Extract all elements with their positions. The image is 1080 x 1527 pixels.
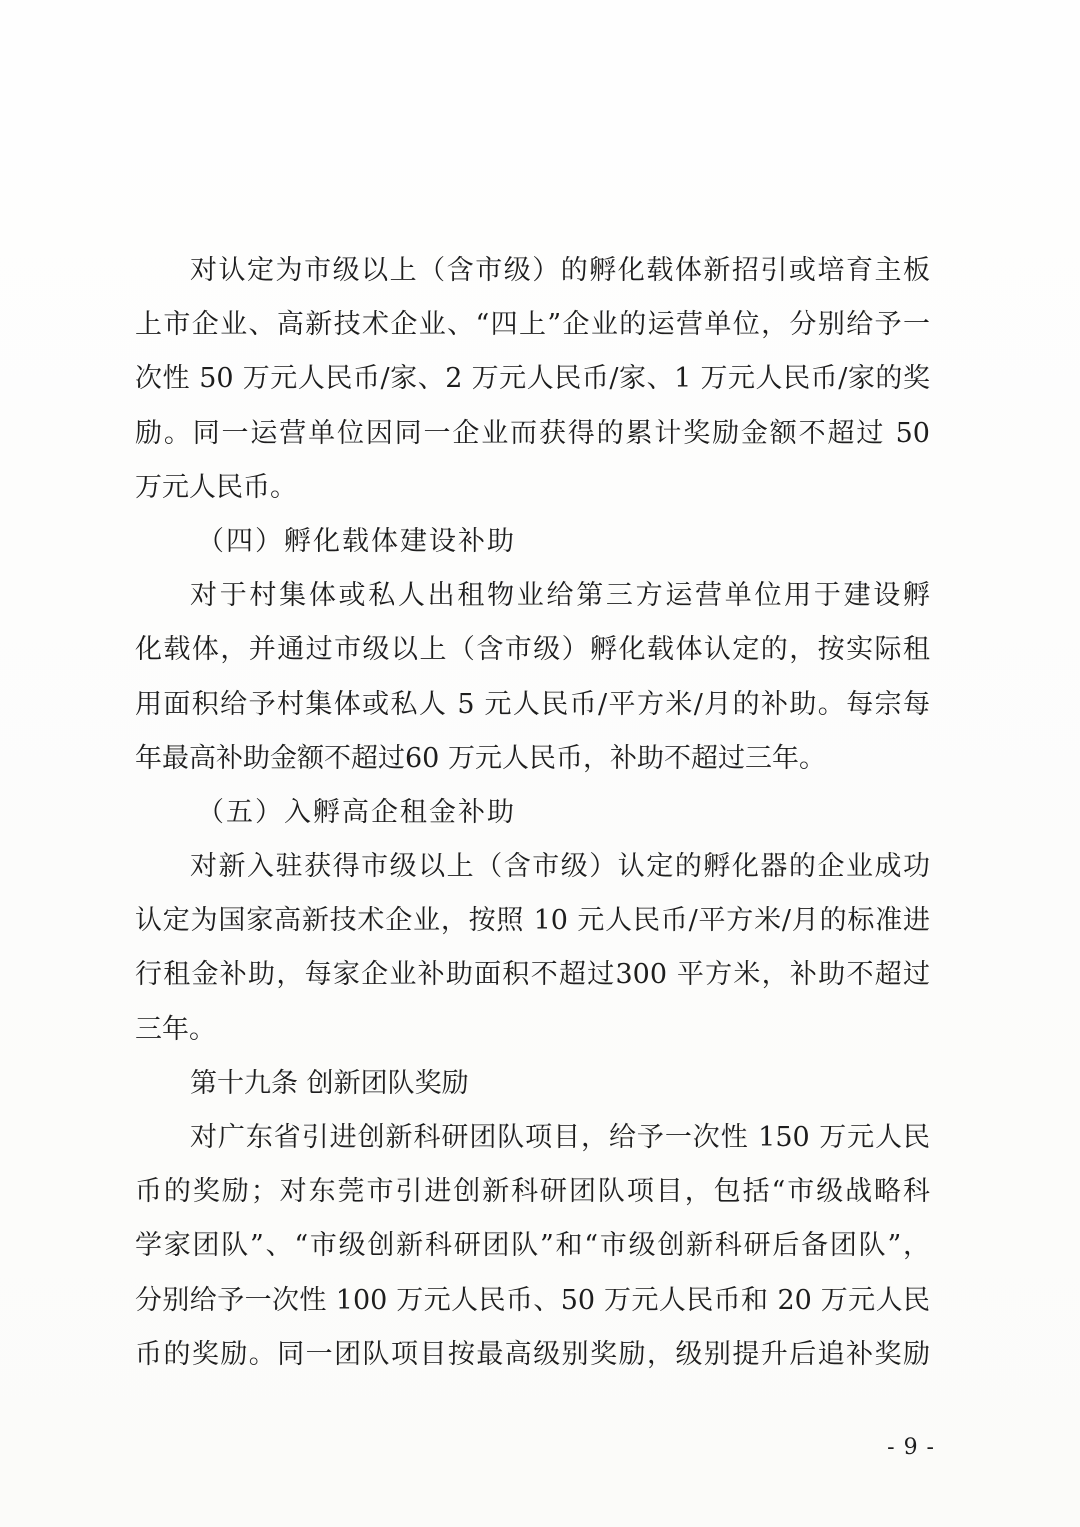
page-number: - 9 - (887, 1435, 935, 1460)
article-heading-text: 第十九条 创新团队奖励 (190, 1067, 469, 1099)
paragraph-line: 万元人民币。 (135, 471, 297, 503)
paragraph-line: 分别给予一次性 100 万元人民币、50 万元人民币和 20 万元人民 (135, 1284, 930, 1316)
section-heading-4 (135, 515, 930, 569)
article-heading-19 (135, 1057, 930, 1111)
paragraph-line: 币的奖励；对东莞市引进创新科研团队项目，包括“市级战略科 (135, 1176, 930, 1208)
paragraph-line: 上市企业、高新技术企业、“四上”企业的运营单位，分别给予一 (135, 309, 930, 341)
paragraph-line: 币的奖励。同一团队项目按最高级别奖励，级别提升后追补奖励 (135, 1338, 930, 1370)
paragraph-line: 用面积给予村集体或私人 5 元人民币/平方米/月的补助。每宗每 (135, 688, 930, 720)
section-heading-5 (135, 786, 930, 840)
paragraph-line: 年最高补助金额不超过60 万元人民币，补助不超过三年。 (135, 742, 826, 774)
paragraph-line: 对新入驻获得市级以上（含市级）认定的孵化器的企业成功 (190, 851, 930, 883)
paragraph-carrier-subsidy (135, 569, 930, 786)
paragraph-rent-subsidy (135, 840, 930, 1057)
paragraph-line: 对认定为市级以上（含市级）的孵化载体新招引或培育主板 (190, 255, 930, 286)
document-body (135, 244, 930, 1382)
section-heading-text: （五）入孵高企租金补助 (197, 796, 516, 828)
paragraph-line: 次性 50 万元人民币/家、2 万元人民币/家、1 万元人民币/家的奖 (135, 363, 930, 395)
paragraph-incubator-reward (135, 244, 930, 515)
paragraph-line: 学家团队”、“市级创新科研团队”和“市级创新科研后备团队”， (135, 1230, 930, 1262)
paragraph-line: 认定为国家高新技术企业，按照 10 元人民币/平方米/月的标准进 (135, 905, 930, 937)
paragraph-line: 对广东省引进创新科研团队项目，给予一次性 150 万元人民 (190, 1122, 930, 1153)
paragraph-line: 化载体，并通过市级以上（含市级）孵化载体认定的，按实际租 (135, 634, 930, 666)
paragraph-line: 三年。 (135, 1013, 216, 1045)
section-heading-text: （四）孵化载体建设补助 (197, 525, 516, 557)
paragraph-line: 励。同一运营单位因同一企业而获得的累计奖励金额不超过 50 (135, 417, 930, 449)
paragraph-line: 行租金补助，每家企业补助面积不超过300 平方米，补助不超过 (135, 959, 930, 991)
paragraph-line: 对于村集体或私人出租物业给第三方运营单位用于建设孵 (190, 580, 930, 612)
paragraph-team-reward (135, 1111, 930, 1382)
